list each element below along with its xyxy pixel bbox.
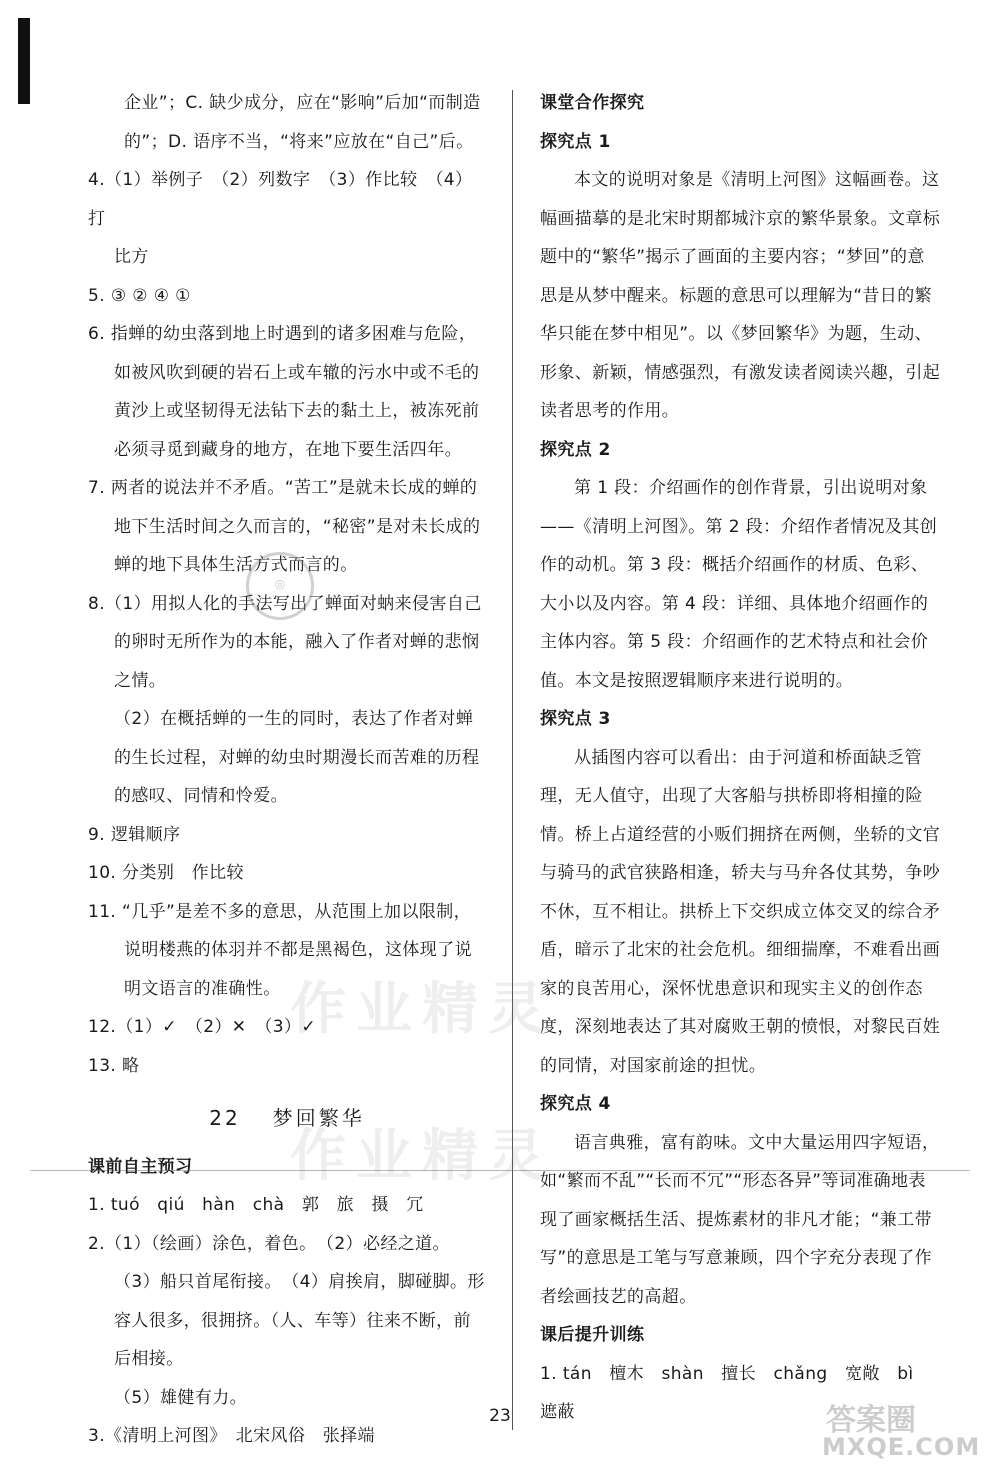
point-4-text: 语言典雅，富有韵味。文中大量运用四字短语，如“繁而不乱”“长而不冗”“形态各异”等词准确地表现了画家概括生活、提炼素材的非凡才能；“兼工带写”的意思是工笔与写意兼顾，四个字充分表现了作者绘画技艺的高超。 [540, 1132, 940, 1307]
answer-10: 10. 分类别 作比较 [88, 863, 244, 883]
answer-12: 12.（1）✓ （2）✕ （3）✓ [88, 1017, 317, 1037]
answer-6: 6. 指蝉的幼虫落到地上时遇到的诸多困难与危险，如被风吹到硬的岩石上或车辙的污水中或不毛的黄沙上或坚韧得无法钻下去的黏土上，被冻死前必须寻觅到藏身的地方，在地下要生活四年。 [88, 324, 480, 460]
point-4-heading: 探究点 4 [540, 1094, 611, 1114]
site-logo [818, 1395, 988, 1461]
watermark-text-2: 作业精灵 [290, 1124, 554, 1189]
page-number: 23 [489, 1406, 511, 1426]
point-1-heading: 探究点 1 [540, 131, 611, 152]
right-column [540, 84, 942, 1432]
after-class-heading: 课后提升训练 [540, 1325, 645, 1345]
preview-answer-2-line-1: 2.（1）（绘画）涂色，着色。 （2）必经之道。 [88, 1233, 450, 1254]
point-2-heading: 探究点 2 [540, 439, 611, 460]
cooperation-heading: 课堂合作探究 [540, 93, 645, 113]
lesson-number: 22 [209, 1106, 241, 1130]
point-2-text: 第 1 段：介绍画作的创作背景，引出说明对象——《清明上河图》。第 2 段：介绍作者情况及其创作的动机。第 3 段：概括介绍画作的材质、色彩、大小以及内容。第 4 段：详细、具体地介绍画作的主体内容。第 5 段：介绍画作的艺术特点和社会价值。本文是按照逻辑顺序来进行说明的。 [540, 478, 938, 691]
watermark-text-1: 作业精灵 [290, 977, 554, 1042]
left-column [88, 84, 486, 1456]
site-logo-sub: MXQE.COM [822, 1433, 981, 1461]
watermark-stamp: ◎ [246, 552, 314, 620]
point-3-heading: 探究点 3 [540, 709, 611, 729]
answer-8-part-2: （2）在概括蝉的一生的同时，表达了作者对蝉的生长过程，对蝉的幼虫时期漫长而苦难的历程的感叹、同情和怜爱。 [114, 709, 480, 806]
answer-13: 13. 略 [88, 1055, 140, 1076]
column-divider [512, 90, 513, 1430]
answer-4-line-2: 比方 [114, 247, 149, 267]
answer-continuation-line-1: 企业”；C. 缺少成分，应在“影响”后加“而制造 [124, 93, 481, 113]
preview-answer-1: 1. tuó qiú hàn chà 郭 旅 摄 冗 [88, 1195, 424, 1215]
binding-edge-mark [18, 18, 30, 104]
preview-heading: 课前自主预习 [88, 1156, 193, 1177]
answer-4-line-1: 4.（1）举例子 （2）列数字 （3）作比较 （4）打 [88, 170, 473, 229]
answer-9: 9. 逻辑顺序 [88, 824, 181, 845]
point-3-text: 从插图内容可以看出：由于河道和桥面缺乏管理，无人值守，出现了大客船与拱桥即将相撞的险情。桥上占道经营的小贩们拥挤在两侧，坐轿的文官与骑马的武官狭路相逢，轿夫与马弁各仗其势，争吵不休，互不相让。拱桥上下交织成立体交叉的综合矛盾，暗示了北宋的社会危机。细细揣摩，不难看出画家的良苦用心，深怀忧患意识和现实主义的创作态度，深刻地表达了其对腐败王朝的愤恨，对黎民百姓的同情，对国家前途的担忧。 [540, 747, 941, 1076]
after-class-answer-1: 1. tán 檀木 shàn 擅长 chǎng 宽敞 bì 遮蔽 [540, 1363, 931, 1422]
answer-7: 7. 两者的说法并不矛盾。“苦工”是就未长成的蝉的地下生活时间之久而言的，“秘密”是对未长成的蝉的地下具体生活方式而言的。 [88, 478, 481, 575]
point-1-text: 本文的说明对象是《清明上河图》这幅画卷。这幅画描摹的是北宋时期都城汴京的繁华景象。文章标题中的“繁华”揭示了画面的主要内容；“梦回”的意思是从梦中醒来。标题的意思可以理解为“昔日的繁华只能在梦中相见”。以《梦回繁华》为题，生动、形象、新颖，情感强烈，有激发读者阅读兴趣，引起读者思考的作用。 [540, 170, 941, 421]
answer-continuation-line-2: 的”；D. 语序不当，“将来”应放在“自己”后。 [124, 131, 474, 152]
answer-5: 5. ③ ② ④ ① [88, 285, 191, 306]
preview-answer-3: 3.《清明上河图》 北宋风俗 张择端 [88, 1426, 375, 1446]
preview-answer-2-line-2: （3）船只首尾衔接。 （4）肩挨肩，脚碰脚。形容人很多，很拥挤。（人、车等）往来不断，前后相接。 [114, 1272, 485, 1369]
site-logo-main: 答案圈 [826, 1403, 916, 1438]
answer-11: 11. “几乎”是差不多的意思，从范围上加以限制，说明楼燕的体羽并不都是黑褐色，这体现了说明文语言的准确性。 [88, 901, 472, 999]
answer-8-part-1: 8.（1）用拟人化的手法写出了蝉面对蚋来侵害自己的卵时无所作为的本能，融入了作者对蝉的悲悯之情。 [88, 593, 482, 691]
lesson-name: 梦回繁华 [272, 1106, 365, 1130]
preview-answer-2-line-3: （5）雄健有力。 [114, 1387, 248, 1408]
